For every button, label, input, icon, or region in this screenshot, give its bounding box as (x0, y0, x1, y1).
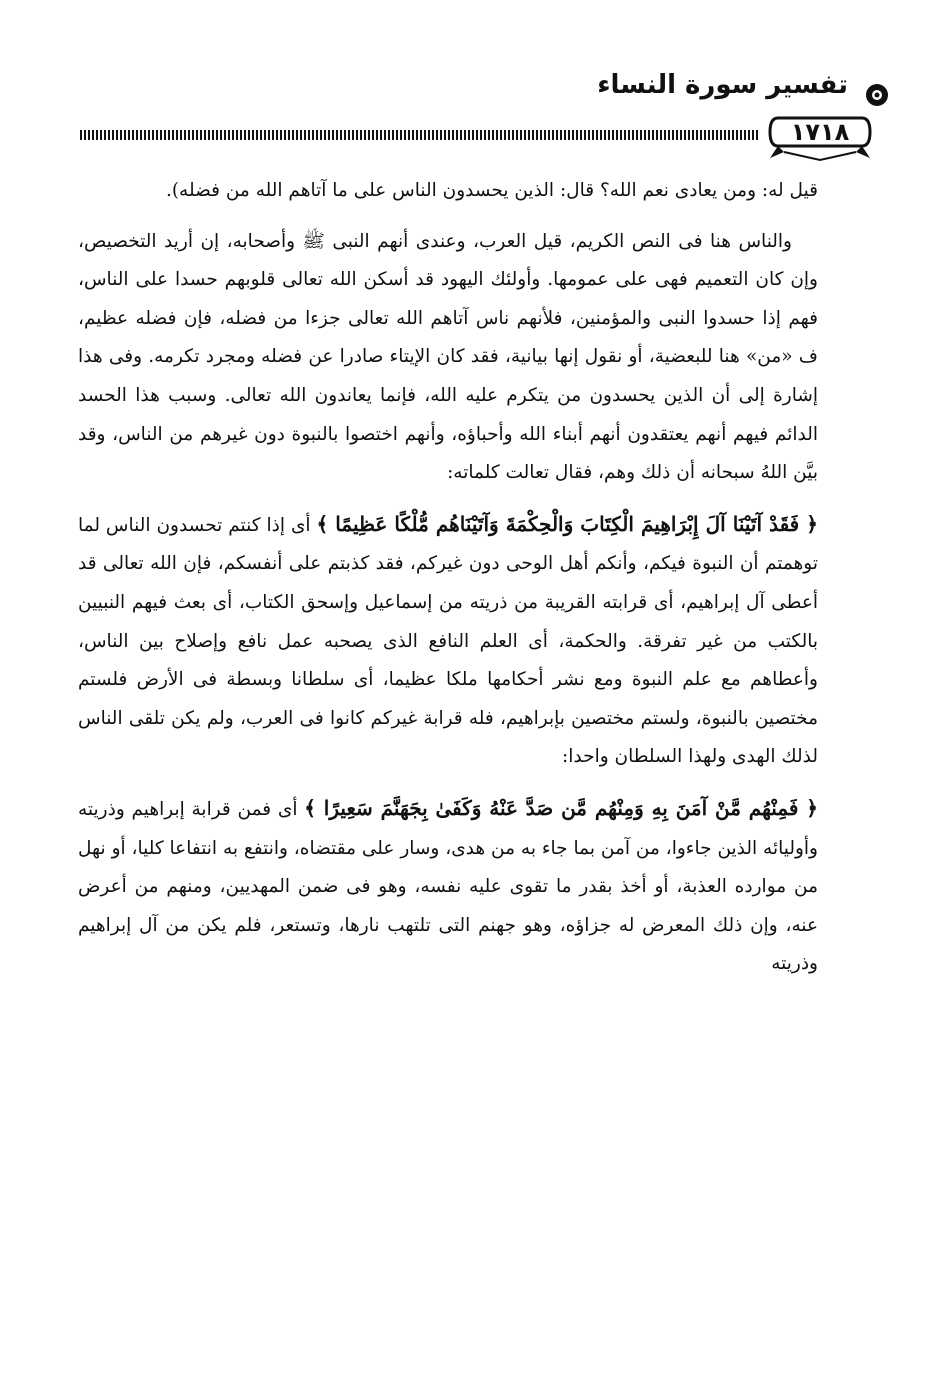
header-rule (80, 130, 760, 140)
paragraph (78, 789, 818, 984)
paragraph-text: أى فمن قرابة إبراهيم وذريته وأوليائه الذين جاءوا، من آمن بما جاء به من هدى، وسار على مقتضاه، وانتفع به انتفاعا كليا، أو نهل من موارده العذبة، أو أخذ بقدر ما تقوى عليه نفسه، وهو فى ضمن المهديين، ومنهم من أعرض عنه، وإن ذلك المعرض له جزاؤه، وهو جهنم التى تلتهب نارها، وتستعر، فلم يكن من آل إبراهيم وذريته (78, 798, 818, 975)
page-number: ١٧١٨ (790, 118, 850, 146)
paragraph-text: أى إذا كنتم تحسدون الناس لما توهمتم أن النبوة فيكم، وأنكم أهل الوحى دون غيركم، فقد كذبتم على أنفسكم، فإن الله تعالى قد أعطى آل إبراهيم، أى قرابته القريبة من ذريته من إسماعيل وإسحق الكتاب، أى بعث فيهم النبيين بالكتب من غير تفرقة. والحكمة، أى العلم النافع الذى يصحبه عمل نافع وإصلاح بين الناس، وأعطاهم مع علم النبوة ومع نشر أحكامها ملكا عظيما، أى سلطانا وبسطة فى الأرض فلستم مختصين بالنبوة، ولستم مختصين بإبراهيم، فله قرابة غيركم كانوا فى العرب، ولم يكن تلقى الناس لذلك الهدى ولهذا السلطان واحدا: (78, 514, 818, 768)
running-title: تفسير سورة النساء (597, 70, 848, 100)
ornament-icon (864, 82, 890, 108)
paragraph (78, 505, 818, 777)
page-body (78, 172, 818, 996)
paragraph (78, 223, 818, 493)
page-header (597, 70, 848, 110)
quran-verse: ﴿ فَقَدْ آتَيْنَا آلَ إِبْرَاهِيمَ الْكِتَابَ وَالْحِكْمَةَ وَآتَيْنَاهُم مُّلْكًا عَظِيمًا ﴾ (316, 511, 818, 536)
paragraph (78, 172, 818, 211)
paragraph-text: والناس هنا فى النص الكريم، قيل العرب، وعندى أنهم النبى ﷺ وأصحابه، إن أريد التخصيص، وإن كان التعميم فهى على عمومها. وأولئك اليهود قد أسكن الله تعالى قلوبهم حسدا على الناس، فهم إذا حسدوا النبى والمؤمنين، فلأنهم ناس آتاهم الله تعالى جزءا من فضله، فإن فضله عظيم، ف «من» هنا للبعضية، أو نقول إنها بيانية، فقد كان الإيتاء صادرا عن فضله ومجرد تكرمه. وفى هذا إشارة إلى أن الذين يحسدون من يتكرم عليه الله، فإنما يعاندون الله تعالى. وسبب هذا الحسد الدائم فيهم أنهم يعتقدون أنهم أبناء الله وأحباؤه، وأنهم اختصوا بالنبوة دون غيرهم من الناس، وقد بيَّن اللهُ سبحانه أن ذلك وهم، فقال تعالت كلماته: (78, 230, 818, 484)
quran-verse: ﴿ فَمِنْهُم مَّنْ آمَنَ بِهِ وَمِنْهُم مَّن صَدَّ عَنْهُ وَكَفَىٰ بِجَهَنَّمَ سَعِيرًا ﴾ (304, 795, 818, 820)
paragraph-text: قيل له: ومن يعادى نعم الله؟ قال: الذين يحسدون الناس على ما آتاهم الله من فضله). (165, 180, 818, 201)
